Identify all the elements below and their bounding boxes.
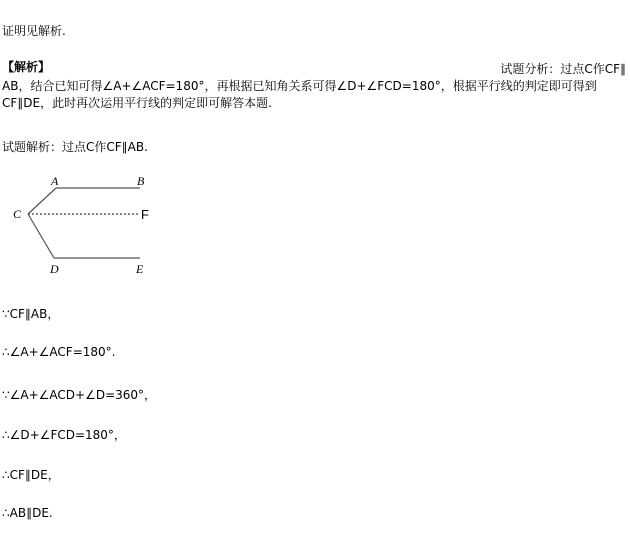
answer-line: 证明见解析. (2, 24, 66, 38)
proof-step: ∴CF∥DE， (2, 468, 60, 482)
label-b: B (137, 174, 145, 188)
analysis-heading: 【解析】 (2, 60, 51, 74)
segment-ca (28, 188, 56, 214)
label-d: D (50, 262, 59, 276)
label-a: A (51, 174, 59, 188)
proof-step: ∵∠A+∠ACD+∠D=360°， (2, 388, 157, 402)
proof-step: ∴∠A+∠ACF=180°. (2, 345, 116, 359)
segment-cd (28, 214, 54, 258)
solution-intro: 试题解析：过点C作CF∥AB. (2, 140, 148, 154)
label-e: E (136, 262, 144, 276)
proof-step: ∴∠D+∠FCD=180°， (2, 428, 126, 442)
label-f: F (141, 207, 149, 222)
geometry-figure (0, 170, 200, 280)
analysis-intro: 试题分析：过点C作CF∥ (500, 62, 626, 76)
label-c: C (13, 207, 22, 221)
analysis-paragraph: AB，结合已知可得∠A+∠ACF=180°，再根据已知角关系可得∠D+∠FCD=180°，根据平行线的判定即可得到CF∥DE，此时再次运用平行线的判定即可解答本题. (2, 79, 597, 110)
proof-step: ∴AB∥DE. (2, 506, 53, 520)
proof-step: ∵CF∥AB， (2, 307, 60, 321)
